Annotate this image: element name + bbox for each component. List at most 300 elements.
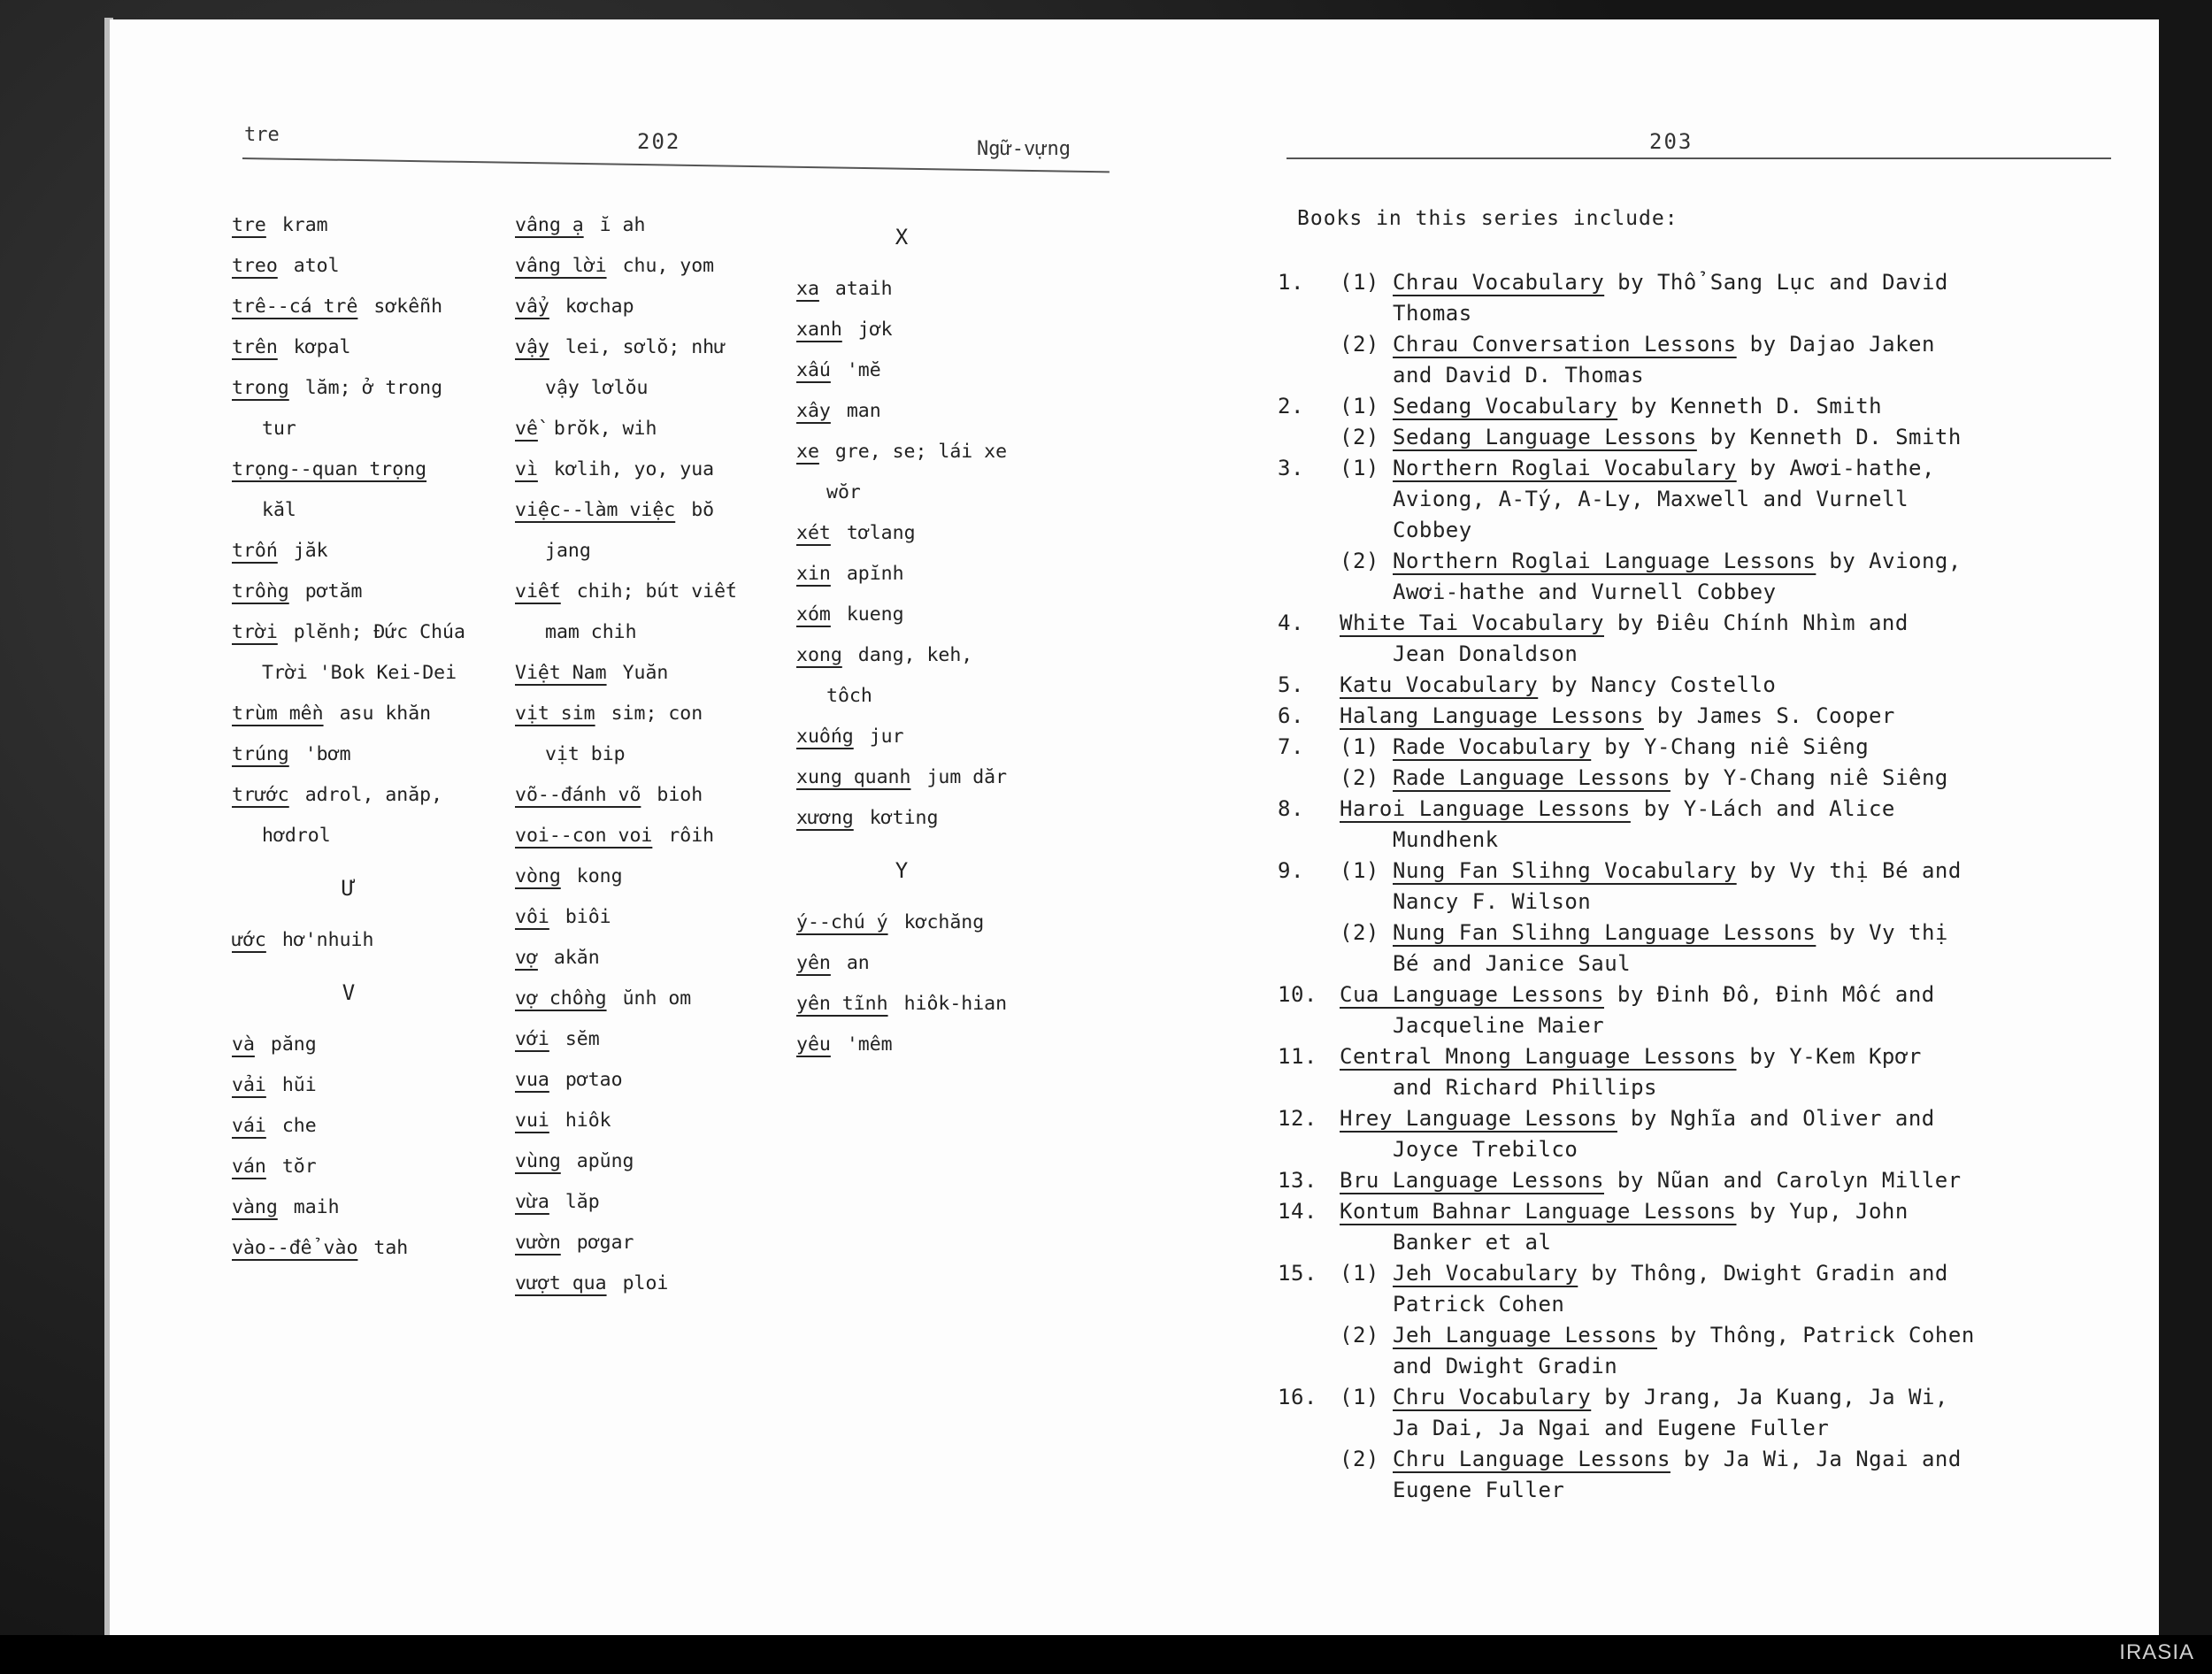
vietnamese-headword: vái: [232, 1115, 266, 1137]
book-entry: [1278, 453, 2162, 546]
book-entry: [1278, 918, 2162, 979]
translation: man: [846, 400, 881, 422]
vocab-column-2: [515, 205, 737, 1304]
translation: jum dăr: [926, 766, 1008, 788]
vocab-entry: [232, 1187, 465, 1228]
vocab-entry: [515, 572, 737, 612]
vocab-entry: [515, 1019, 737, 1060]
vietnamese-headword: tre: [232, 214, 266, 236]
book-title: Chrau Vocabulary: [1393, 270, 1605, 295]
book-authors: by Nũan and Carolyn Miller: [1603, 1168, 1962, 1193]
vocab-entry: [796, 391, 1007, 432]
book-subnumber: (2): [1340, 549, 1379, 573]
vocab-entry: [796, 269, 1007, 310]
vocab-entry: [232, 920, 465, 961]
book-number: 6.: [1278, 703, 1304, 728]
book-title: Halang Language Lessons: [1340, 703, 1644, 728]
book-subnumber: (2): [1340, 425, 1379, 449]
book-title: Haroi Language Lessons: [1340, 796, 1631, 821]
page-number-left: 202: [637, 129, 681, 154]
vietnamese-headword: vậy: [515, 336, 549, 358]
translation: vịt bip: [545, 743, 626, 765]
vietnamese-headword: yên tĩnh: [796, 993, 888, 1015]
vocab-entry: [515, 287, 737, 327]
book-subnumber: (1): [1340, 456, 1379, 480]
vietnamese-headword: Việt Nam: [515, 662, 607, 684]
book-subnumber: (1): [1340, 734, 1379, 759]
book-entry: [1278, 1320, 2162, 1382]
book-authors: by Nghĩa and Oliver and: [1617, 1106, 1935, 1131]
vocab-entry: [515, 856, 737, 897]
book-entry: [1278, 670, 2162, 701]
book-entry: [1278, 794, 2162, 856]
vietnamese-headword: trên: [232, 336, 278, 358]
translation: plĕnh; Đức Chúa: [293, 621, 465, 643]
vocab-entry: [232, 205, 465, 246]
section-letter: Ư: [342, 876, 356, 901]
vietnamese-headword: xa: [796, 278, 819, 300]
translation: hơ'nhuih: [281, 929, 374, 951]
book-number: 5.: [1278, 672, 1304, 697]
vietnamese-headword: trốn: [232, 540, 278, 562]
vietnamese-headword: xe: [796, 441, 819, 463]
book-authors: by Awơi-hathe,: [1736, 456, 1935, 480]
book-authors-continued: Ja Dai, Ja Ngai and Eugene Fuller: [1393, 1416, 1830, 1440]
book-subnumber: (2): [1340, 920, 1379, 945]
vietnamese-headword: vùng: [515, 1150, 561, 1172]
section-letter: V: [342, 980, 356, 1005]
vietnamese-headword: xây: [796, 400, 831, 422]
vietnamese-headword: trời: [232, 621, 278, 643]
book-title: Northern Roglai Vocabulary: [1393, 456, 1737, 480]
vocab-entry: [232, 368, 465, 409]
translation: tah: [373, 1237, 409, 1259]
translation: apŭng: [576, 1150, 634, 1172]
series-intro: Books in this series include:: [1297, 207, 1678, 230]
translation: kơting: [869, 807, 939, 829]
book-number: 9.: [1278, 858, 1304, 883]
translation: jur: [869, 726, 904, 748]
vocab-entry: [796, 513, 1007, 554]
book-authors-continued: Joyce Trebilco: [1393, 1137, 1578, 1162]
book-title: Bru Language Lessons: [1340, 1168, 1604, 1193]
left-page: [110, 19, 1154, 1635]
right-page: [1154, 19, 2159, 1635]
book-entry: [1278, 1165, 2162, 1196]
vietnamese-headword: trước: [232, 784, 289, 806]
translation: an: [846, 952, 870, 974]
book-entry: [1278, 732, 2162, 763]
translation: bioh: [657, 784, 703, 806]
translation: tŏr: [281, 1156, 317, 1178]
translation: ataih: [834, 278, 893, 300]
book-entry: [1278, 856, 2162, 918]
vocab-entry: [515, 1060, 737, 1101]
book-title: Sedang Vocabulary: [1393, 394, 1618, 418]
book-subnumber: (1): [1340, 1261, 1379, 1286]
book-title: Sedang Language Lessons: [1393, 425, 1697, 449]
book-title: Katu Vocabulary: [1340, 672, 1539, 697]
book-title: Rade Language Lessons: [1393, 765, 1671, 790]
book-number: 11.: [1278, 1044, 1317, 1069]
vocab-entry: [796, 472, 1007, 513]
vocab-entry: [796, 717, 1007, 757]
book-entry: [1278, 1196, 2162, 1258]
vocab-entry: [515, 653, 737, 694]
book-authors-continued: Bé and Janice Saul: [1393, 951, 1632, 976]
book-authors: by James S. Cooper: [1643, 703, 1895, 728]
vietnamese-headword: vâng lời: [515, 255, 607, 277]
translation: gre, se; lái xe: [834, 441, 1008, 463]
translation: kơpal: [293, 336, 351, 358]
vocab-entry: [232, 327, 465, 368]
book-subnumber: (2): [1340, 765, 1379, 790]
translation: lei, sơlŏ; như: [565, 336, 726, 358]
vietnamese-headword: ước: [232, 929, 266, 951]
translation: akăn: [553, 947, 600, 969]
vocab-entry: [232, 612, 465, 653]
book-number: 8.: [1278, 796, 1304, 821]
translation: lăp: [565, 1191, 600, 1213]
translation: apĭnh: [846, 563, 904, 585]
translation: ĭ ah: [599, 214, 646, 236]
vietnamese-headword: voi--con voi: [515, 825, 653, 847]
book-number: 10.: [1278, 982, 1317, 1007]
vocab-entry: [232, 816, 465, 856]
vocab-entry: [515, 1223, 737, 1263]
book-authors: by Vy thị: [1816, 920, 1948, 945]
vocab-entry: [515, 816, 737, 856]
translation: lăm; ở trong: [304, 377, 443, 399]
vocab-entry: [796, 676, 1007, 717]
book-title: White Tai Vocabulary: [1340, 610, 1604, 635]
vietnamese-headword: vải: [232, 1074, 266, 1096]
book-title: Chru Language Lessons: [1393, 1447, 1671, 1471]
vocab-entry: [232, 1025, 465, 1065]
book-authors-continued: Thomas: [1393, 301, 1472, 326]
vietnamese-headword: vua: [515, 1069, 549, 1091]
translation: kueng: [846, 603, 904, 626]
footer-bar: [0, 1635, 2212, 1674]
vietnamese-headword: và: [232, 1033, 255, 1056]
translation: chu, yom: [622, 255, 715, 277]
vietnamese-headword: xét: [796, 522, 831, 544]
book-authors-continued: Cobbey: [1393, 518, 1472, 542]
vietnamese-headword: vào--để vào: [232, 1237, 358, 1259]
vocab-entry: [232, 572, 465, 612]
vietnamese-headword: xương: [796, 807, 854, 829]
book-authors: by Dajao Jaken: [1736, 332, 1935, 357]
translation: pơtao: [565, 1069, 623, 1091]
translation: 'mêm: [846, 1033, 893, 1056]
book-entry: [1278, 608, 2162, 670]
vocab-entry: [796, 432, 1007, 472]
vocab-entry: [515, 897, 737, 938]
book-entry: [1278, 267, 2162, 329]
book-entry: [1278, 1382, 2162, 1444]
book-entry: [1278, 422, 2162, 453]
book-entry: [1278, 701, 2162, 732]
book-title: Northern Roglai Language Lessons: [1393, 549, 1816, 573]
translation: ŭnh om: [622, 987, 692, 1010]
vietnamese-headword: trồng: [232, 580, 289, 603]
vietnamese-headword: yên: [796, 952, 831, 974]
vocab-entry: [515, 612, 737, 653]
vietnamese-headword: vòng: [515, 865, 561, 887]
book-authors-continued: Awơi-hathe and Vurnell Cobbey: [1393, 580, 1777, 604]
vocab-entry: [796, 984, 1007, 1025]
translation: dang, keh,: [857, 644, 973, 666]
translation: atol: [293, 255, 340, 277]
book-authors: by Y-Chang niê Siêng: [1670, 765, 1948, 790]
book-subnumber: (2): [1340, 1447, 1379, 1471]
vietnamese-headword: xấu: [796, 359, 831, 381]
book-subnumber: (1): [1340, 270, 1379, 295]
translation: jang: [545, 540, 591, 562]
book-number: 14.: [1278, 1199, 1317, 1224]
book-subnumber: (1): [1340, 1385, 1379, 1409]
vocab-entry: [515, 1101, 737, 1141]
book-authors-continued: Eugene Fuller: [1393, 1478, 1565, 1502]
book-subnumber: (2): [1340, 1323, 1379, 1348]
vietnamese-headword: trúng: [232, 743, 289, 765]
vocab-entry: [232, 734, 465, 775]
header-rule-right: [1286, 157, 2111, 159]
book-title: Nung Fan Slihng Language Lessons: [1393, 920, 1816, 945]
vocab-entry: [515, 531, 737, 572]
vocab-entry: [515, 368, 737, 409]
translation: sơkễnh: [373, 296, 443, 318]
vocab-entry: [796, 902, 1007, 943]
vocab-column-3: [796, 205, 1007, 1065]
translation: hŭi: [281, 1074, 317, 1096]
vietnamese-headword: yêu: [796, 1033, 831, 1056]
running-head-left: tre: [244, 124, 280, 146]
vocab-entry: [515, 775, 737, 816]
vietnamese-headword: trùm mền: [232, 703, 324, 725]
translation: sĕm: [565, 1028, 600, 1050]
vietnamese-headword: vợ: [515, 947, 538, 969]
translation: che: [281, 1115, 317, 1137]
book-authors: by Thổ Sang Lục and David: [1604, 270, 1948, 295]
book-number: 12.: [1278, 1106, 1317, 1131]
translation: pơtăm: [304, 580, 363, 603]
book-number: 7.: [1278, 734, 1304, 759]
book-number: 16.: [1278, 1385, 1317, 1409]
vietnamese-headword: vịt sim: [515, 703, 595, 725]
book-authors: by Điêu Chính Nhìm and: [1603, 610, 1909, 635]
translation: sim; con: [611, 703, 703, 725]
book-authors-continued: Jean Donaldson: [1393, 641, 1578, 666]
vietnamese-headword: xanh: [796, 319, 842, 341]
book-authors-continued: Jacqueline Maier: [1393, 1013, 1605, 1038]
book-number: 13.: [1278, 1168, 1317, 1193]
vietnamese-headword: về: [515, 418, 538, 440]
book-authors: by Nancy Costello: [1538, 672, 1777, 697]
translation: jơk: [857, 319, 893, 341]
vocab-entry: [515, 979, 737, 1019]
vocab-entry: [515, 327, 737, 368]
translation: ploi: [622, 1272, 669, 1294]
section-letter: X: [895, 225, 909, 250]
vocab-entry: [515, 1141, 737, 1182]
vietnamese-headword: vừa: [515, 1191, 549, 1213]
vocab-entry: [796, 943, 1007, 984]
translation: bŏ: [691, 499, 715, 521]
translation: wŏr: [826, 481, 861, 503]
translation: biôi: [565, 906, 611, 928]
vietnamese-headword: trong: [232, 377, 289, 399]
book-authors-continued: Nancy F. Wilson: [1393, 889, 1592, 914]
vocab-entry: [232, 287, 465, 327]
book-authors-continued: and Dwight Gradin: [1393, 1354, 1618, 1378]
book-entry: [1278, 391, 2162, 422]
vocab-entry: [232, 1106, 465, 1147]
book-number: 2.: [1278, 394, 1304, 418]
book-authors: by Kenneth D. Smith: [1617, 394, 1883, 418]
vocab-entry: [515, 449, 737, 490]
translation: tơlang: [846, 522, 916, 544]
translation: jăk: [293, 540, 328, 562]
vocab-entry: [232, 1147, 465, 1187]
vietnamese-headword: viết: [515, 580, 561, 603]
translation: chih; bút viết: [576, 580, 737, 603]
vocab-entry: [232, 409, 465, 449]
book-authors: by Kenneth D. Smith: [1696, 425, 1962, 449]
translation: hiôk: [565, 1110, 611, 1132]
book-authors-continued: and David D. Thomas: [1393, 363, 1645, 388]
book-authors: by Yup, John: [1736, 1199, 1909, 1224]
vocab-entry: [232, 449, 465, 490]
vietnamese-headword: xóm: [796, 603, 831, 626]
book-entry: [1278, 546, 2162, 608]
vietnamese-headword: xong: [796, 644, 842, 666]
book-authors-continued: and Richard Phillips: [1393, 1075, 1657, 1100]
vocab-entry: [232, 653, 465, 694]
translation: maih: [293, 1196, 340, 1218]
book-number: 1.: [1278, 270, 1304, 295]
vocab-entry: [796, 1025, 1007, 1065]
translation: adrol, anăp,: [304, 784, 443, 806]
vocab-entry: [796, 635, 1007, 676]
vocab-entry: [796, 595, 1007, 635]
book-authors: by Ja Wi, Ja Ngai and: [1670, 1447, 1962, 1471]
vietnamese-headword: vì: [515, 458, 538, 480]
book-number: 15.: [1278, 1261, 1317, 1286]
vocab-entry: [515, 1263, 737, 1304]
vietnamese-headword: trê--cá trê: [232, 296, 358, 318]
book-number: 3.: [1278, 456, 1304, 480]
vocab-entry: [515, 938, 737, 979]
translation: 'bơm: [304, 743, 351, 765]
vietnamese-headword: xung quanh: [796, 766, 911, 788]
book-authors: by Y-Lách and Alice: [1630, 796, 1895, 821]
book-authors: by Đinh Đô, Đinh Mốc and: [1603, 982, 1935, 1007]
translation: păng: [270, 1033, 317, 1056]
translation: brŏk, wih: [553, 418, 657, 440]
translation: vậy lơlŏu: [545, 377, 649, 399]
book-title: Rade Vocabulary: [1393, 734, 1592, 759]
vocab-entry: [232, 531, 465, 572]
book-entry: [1278, 1258, 2162, 1320]
vietnamese-headword: việc--làm việc: [515, 499, 676, 521]
vocab-entry: [515, 205, 737, 246]
book-subnumber: (2): [1340, 332, 1379, 357]
book-title: Central Mnong Language Lessons: [1340, 1044, 1737, 1069]
vocab-entry: [515, 694, 737, 734]
translation: tur: [262, 418, 296, 440]
book-title: Nung Fan Slihng Vocabulary: [1393, 858, 1737, 883]
vietnamese-headword: trọng--quan trọng: [232, 458, 427, 480]
translation: Trời 'Bok Kei-Dei: [262, 662, 457, 684]
book-authors-continued: Mundhenk: [1393, 827, 1499, 852]
vocab-entry: [515, 246, 737, 287]
translation: 'mĕ: [846, 359, 881, 381]
vietnamese-headword: vàng: [232, 1196, 278, 1218]
translation: kơchap: [565, 296, 634, 318]
book-entry: [1278, 1444, 2162, 1506]
vocab-entry: [515, 490, 737, 531]
book-entry: [1278, 1103, 2162, 1165]
translation: Yuăn: [622, 662, 669, 684]
book-authors: by Vy thị Bé and: [1736, 858, 1962, 883]
vietnamese-headword: vợ chồng: [515, 987, 607, 1010]
vietnamese-headword: vâng ạ: [515, 214, 584, 236]
running-head-right: Ngữ-vựng: [977, 138, 1071, 160]
vietnamese-headword: ván: [232, 1156, 266, 1178]
vietnamese-headword: treo: [232, 255, 278, 277]
book-authors-continued: Banker et al: [1393, 1230, 1552, 1255]
translation: rôih: [668, 825, 715, 847]
vocab-entry: [796, 310, 1007, 350]
vietnamese-headword: với: [515, 1028, 549, 1050]
book-entry: [1278, 329, 2162, 391]
vocab-entry: [232, 775, 465, 816]
translation: asu khăn: [339, 703, 432, 725]
translation: hiôk-hian: [903, 993, 1008, 1015]
translation: kong: [576, 865, 623, 887]
book-entry: [1278, 1041, 2162, 1103]
open-book-scan: [110, 19, 2159, 1635]
translation: kram: [281, 214, 328, 236]
vocab-entry: [232, 1065, 465, 1106]
book-authors: by Thông, Patrick Cohen: [1656, 1323, 1975, 1348]
book-title: Jeh Vocabulary: [1393, 1261, 1578, 1286]
translation: pơgar: [576, 1232, 634, 1254]
vocab-entry: [232, 1228, 465, 1269]
translation: hơdrol: [262, 825, 331, 847]
vocab-column-1: [232, 205, 465, 1269]
vietnamese-headword: xin: [796, 563, 831, 585]
translation: kăl: [262, 499, 296, 521]
translation: tôch: [826, 685, 872, 707]
book-authors-continued: Aviong, A-Tý, A-Ly, Maxwell and Vurnell: [1393, 487, 1909, 511]
vietnamese-headword: vượt qua: [515, 1272, 607, 1294]
translation: kơlih, yo, yua: [553, 458, 715, 480]
book-subnumber: (1): [1340, 394, 1379, 418]
book-title: Kontum Bahnar Language Lessons: [1340, 1199, 1737, 1224]
book-title: Cua Language Lessons: [1340, 982, 1604, 1007]
book-entry: [1278, 763, 2162, 794]
book-title: Jeh Language Lessons: [1393, 1323, 1657, 1348]
vietnamese-headword: vườn: [515, 1232, 561, 1254]
book-authors: by Y-Kem Kpơr: [1736, 1044, 1922, 1069]
book-subnumber: (1): [1340, 858, 1379, 883]
book-number: 4.: [1278, 610, 1304, 635]
vocab-entry: [515, 1182, 737, 1223]
vietnamese-headword: vôi: [515, 906, 549, 928]
book-authors-continued: Patrick Cohen: [1393, 1292, 1565, 1317]
